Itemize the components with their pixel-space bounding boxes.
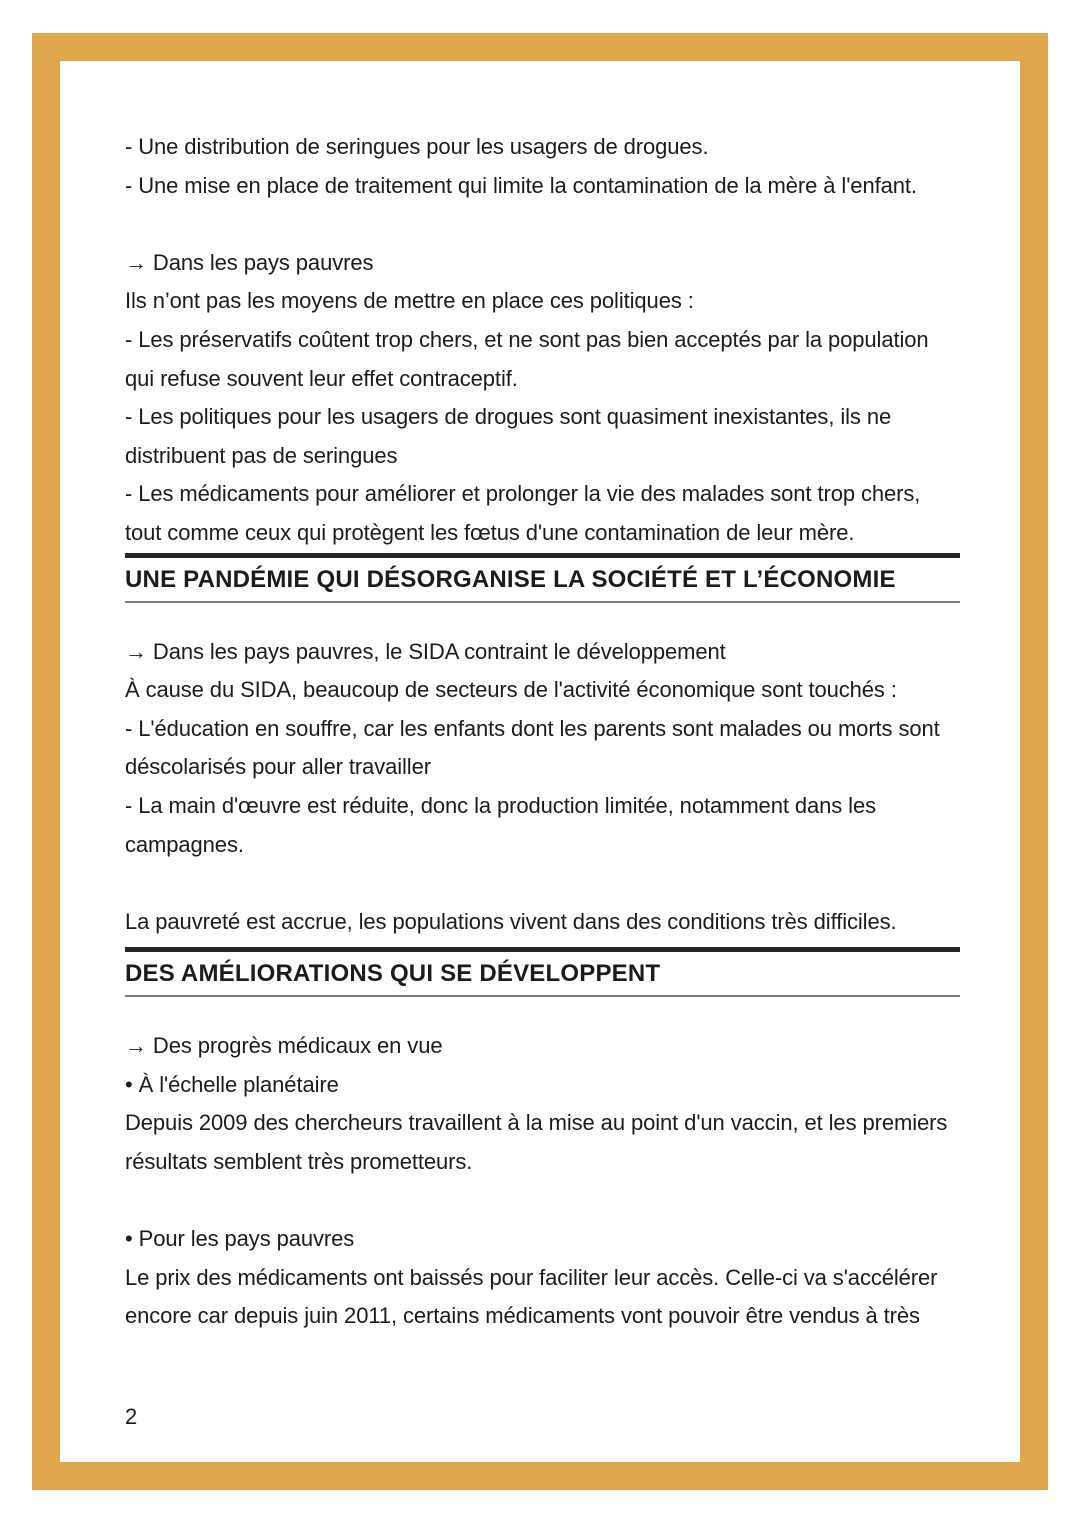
text-line: Ils n’ont pas les moyens de mettre en place ces politiques : [125,288,694,314]
text-line-arrow: → Dans les pays pauvres, le SIDA contraint le développement [125,638,726,664]
text-line: - La main d'œuvre est réduite, donc la production limitée, notamment dans les [125,792,876,818]
text-line: - L'éducation en souffre, car les enfants dont les parents sont malades ou morts sont [125,715,940,741]
text-line: campagnes. [125,831,244,857]
text-line: encore car depuis juin 2011, certains médicaments vont pouvoir être vendus à très [125,1303,920,1329]
section-heading-ameliorations: DES AMÉLIORATIONS QUI SE DÉVELOPPENT [125,947,960,997]
text-line: résultats semblent très prometteurs. [125,1149,473,1175]
blank-line [125,1182,960,1221]
text-line: déscolarisés pour aller travailler [125,754,431,780]
text-line: - Les médicaments pour améliorer et prolonger la vie des malades sont trop chers, [125,481,921,507]
text-line: qui refuse souvent leur effet contraceptif. [125,365,518,391]
text-line: La pauvreté est accrue, les populations vivent dans des conditions très difficiles. [125,908,897,934]
text-line: - Une mise en place de traitement qui limite la contamination de la mère à l'enfant. [125,172,917,198]
text-line: - Les préservatifs coûtent trop chers, et ne sont pas bien acceptés par la population [125,326,929,352]
blank-line [125,205,960,244]
blank-line [125,864,960,903]
text-line-bullet: • À l'échelle planétaire [125,1071,339,1097]
text-line: Depuis 2009 des chercheurs travaillent à la mise au point d'un vaccin, et les premiers [125,1110,948,1136]
text-line: distribuent pas de seringues [125,442,398,468]
page-content [60,61,1020,1462]
text-line-bullet: • Pour les pays pauvres [125,1226,355,1252]
text-line: - Les politiques pour les usagers de drogues sont quasiment inexistantes, ils ne [125,404,892,430]
page-border-frame [32,33,1048,1490]
text-line-arrow: → Des progrès médicaux en vue [125,1033,443,1059]
text-line: tout comme ceux qui protègent les fœtus d'une contamination de leur mère. [125,519,855,545]
text-line: À cause du SIDA, beaucoup de secteurs de l'activité économique sont touchés : [125,677,897,703]
section-heading-pandemie: UNE PANDÉMIE QUI DÉSORGANISE LA SOCIÉTÉ ET L’ÉCONOMIE [125,553,960,603]
page-number: 2 [125,1404,138,1430]
text-line: Le prix des médicaments ont baissés pour faciliter leur accès. Celle-ci va s'accélérer [125,1264,938,1290]
text-line: - Une distribution de seringues pour les usagers de drogues. [125,134,709,159]
text-line-arrow: → Dans les pays pauvres [125,249,374,275]
